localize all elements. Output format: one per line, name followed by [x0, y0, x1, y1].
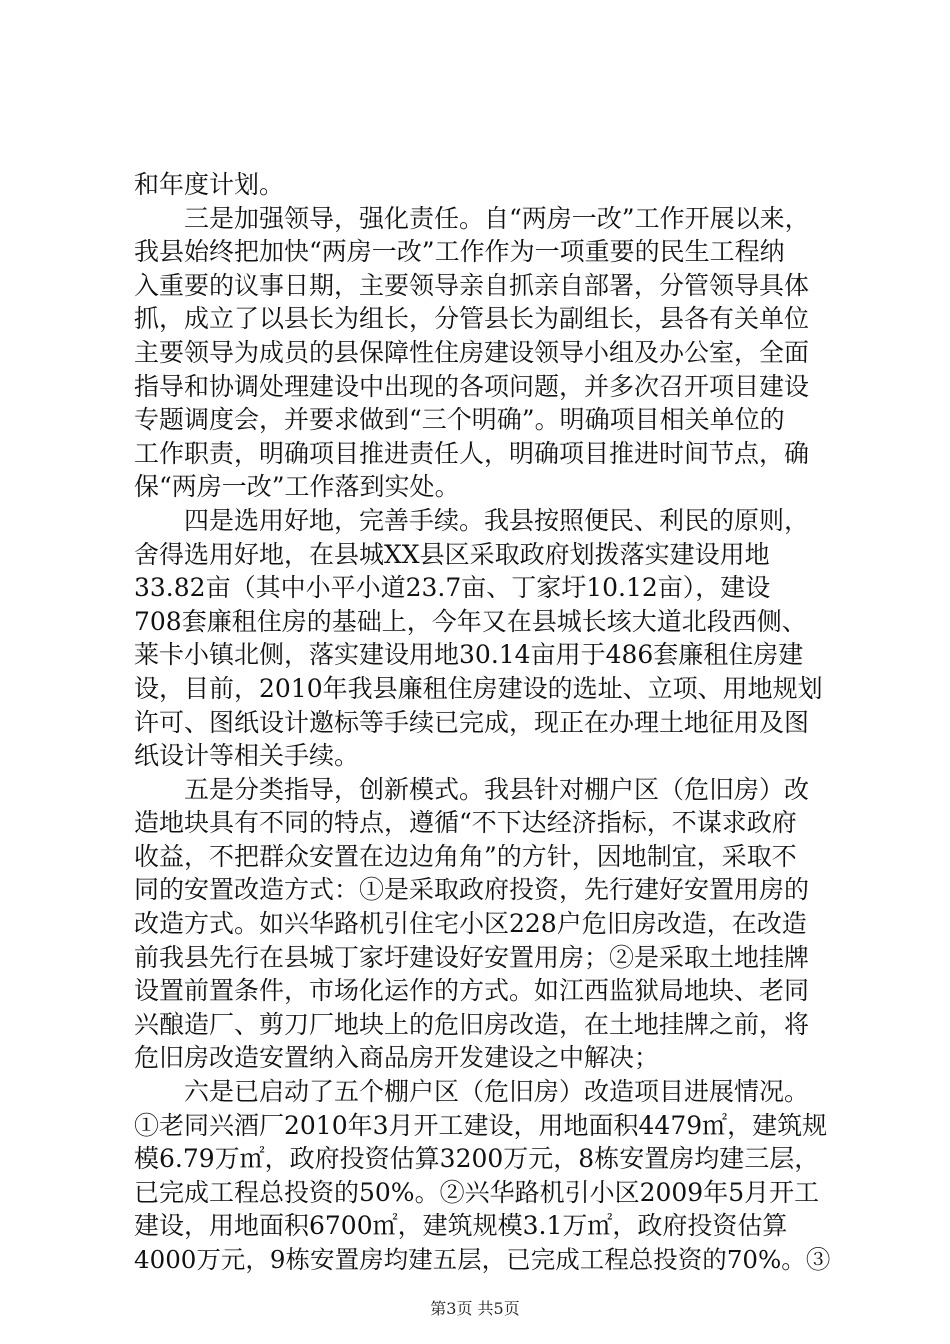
- text-line: 工作职责，明确项目推进责任人，明确项目推进时间节点，确: [134, 438, 810, 468]
- text-line: ①老同兴酒厂2010年3月开工建设，用地面积4479㎡，建筑规: [134, 1110, 828, 1140]
- text-line: 4000万元，9栋安置房均建五层，已完成工程总投资的70%。③: [134, 1245, 831, 1274]
- document-body: [134, 168, 834, 1277]
- text-line: 708套廉租住房的基础上，今年又在县城长垓大道北段西侧、: [134, 606, 807, 636]
- text-line: 设，目前，2010年我县廉租住房建设的选址、立项、用地规划: [134, 673, 823, 703]
- text-line: 33.82亩（其中小平小道23.7亩、丁家圩10.12亩），建设: [134, 573, 771, 603]
- text-line: 莱卡小镇北侧，落实建设用地30.14亩用于486套廉租住房建: [134, 640, 804, 670]
- text-line: 改造方式。如兴华路机引住宅小区228户危旧房改造，在改造: [134, 909, 807, 939]
- text-line: 和年度计划。: [134, 170, 285, 199]
- text-line: 纸设计等相关手续。: [134, 741, 360, 771]
- text-line: 模6.79万㎡，政府投资估算3200万元，8栋安置房均建三层，: [134, 1144, 820, 1174]
- text-line: 我县始终把加快“两房一改”工作作为一项重要的民生工程纳: [134, 237, 785, 267]
- text-line: 造地块具有不同的特点，遵循“不下达经济指标，不谋求政府: [134, 808, 797, 838]
- text-line: 建设，用地面积6700㎡，建筑规模3.1万㎡，政府投资估算: [134, 1211, 788, 1241]
- paragraph-6-start: 六是已启动了五个棚户区（危旧房）改造项目进展情况。: [184, 1077, 810, 1107]
- text-line: 设置前置条件，市场化运作的方式。如江西监狱局地块、老同: [134, 976, 810, 1006]
- text-line: 收益，不把群众安置在边边角角”的方针，因地制宜，采取不: [134, 841, 797, 871]
- text-line: 已完成工程总投资的50%。②兴华路机引小区2009年5月开工: [134, 1177, 820, 1207]
- text-line: 兴酿造厂、剪刀厂地块上的危旧房改造，在土地挂牌之前，将: [134, 1009, 810, 1039]
- text-line: 前我县先行在县城丁家圩建设好安置用房；②是采取土地挂牌: [134, 942, 810, 972]
- text-line: 同的安置改造方式：①是采取政府投资，先行建好安置用房的: [134, 875, 810, 905]
- paragraph-4-start: 四是选用好地，完善手续。我县按照便民、利民的原则，: [184, 505, 810, 535]
- page-number-footer: 第3页 共5页: [430, 1299, 520, 1318]
- text-line: 主要领导为成员的县保障性住房建设领导小组及办公室，全面: [134, 337, 810, 367]
- text-line: 入重要的议事日期，主要领导亲自抓亲自部署，分管领导具体: [134, 270, 810, 300]
- paragraph-5-start: 五是分类指导，创新模式。我县针对棚户区（危旧房）改: [184, 774, 810, 804]
- text-line: 专题调度会，并要求做到“三个明确”。明确项目相关单位的: [134, 405, 785, 435]
- text-line: 危旧房改造安置纳入商品房开发建设之中解决；: [134, 1043, 660, 1073]
- text-line: 舍得选用好地，在县城XX县区采取政府划拨落实建设用地: [134, 539, 770, 569]
- text-line: 保“两房一改”工作落到实处。: [134, 472, 460, 502]
- text-line: 指导和协调处理建设中出现的各项问题，并多次召开项目建设: [134, 371, 810, 401]
- paragraph-3-start: 三是加强领导，强化责任。自“两房一改”工作开展以来，: [184, 203, 810, 233]
- text-line: 许可、图纸设计邀标等手续已完成，现正在办理土地征用及图: [134, 707, 810, 737]
- text-line: 抓，成立了以县长为组长，分管县长为副组长，县各有关单位: [134, 304, 810, 334]
